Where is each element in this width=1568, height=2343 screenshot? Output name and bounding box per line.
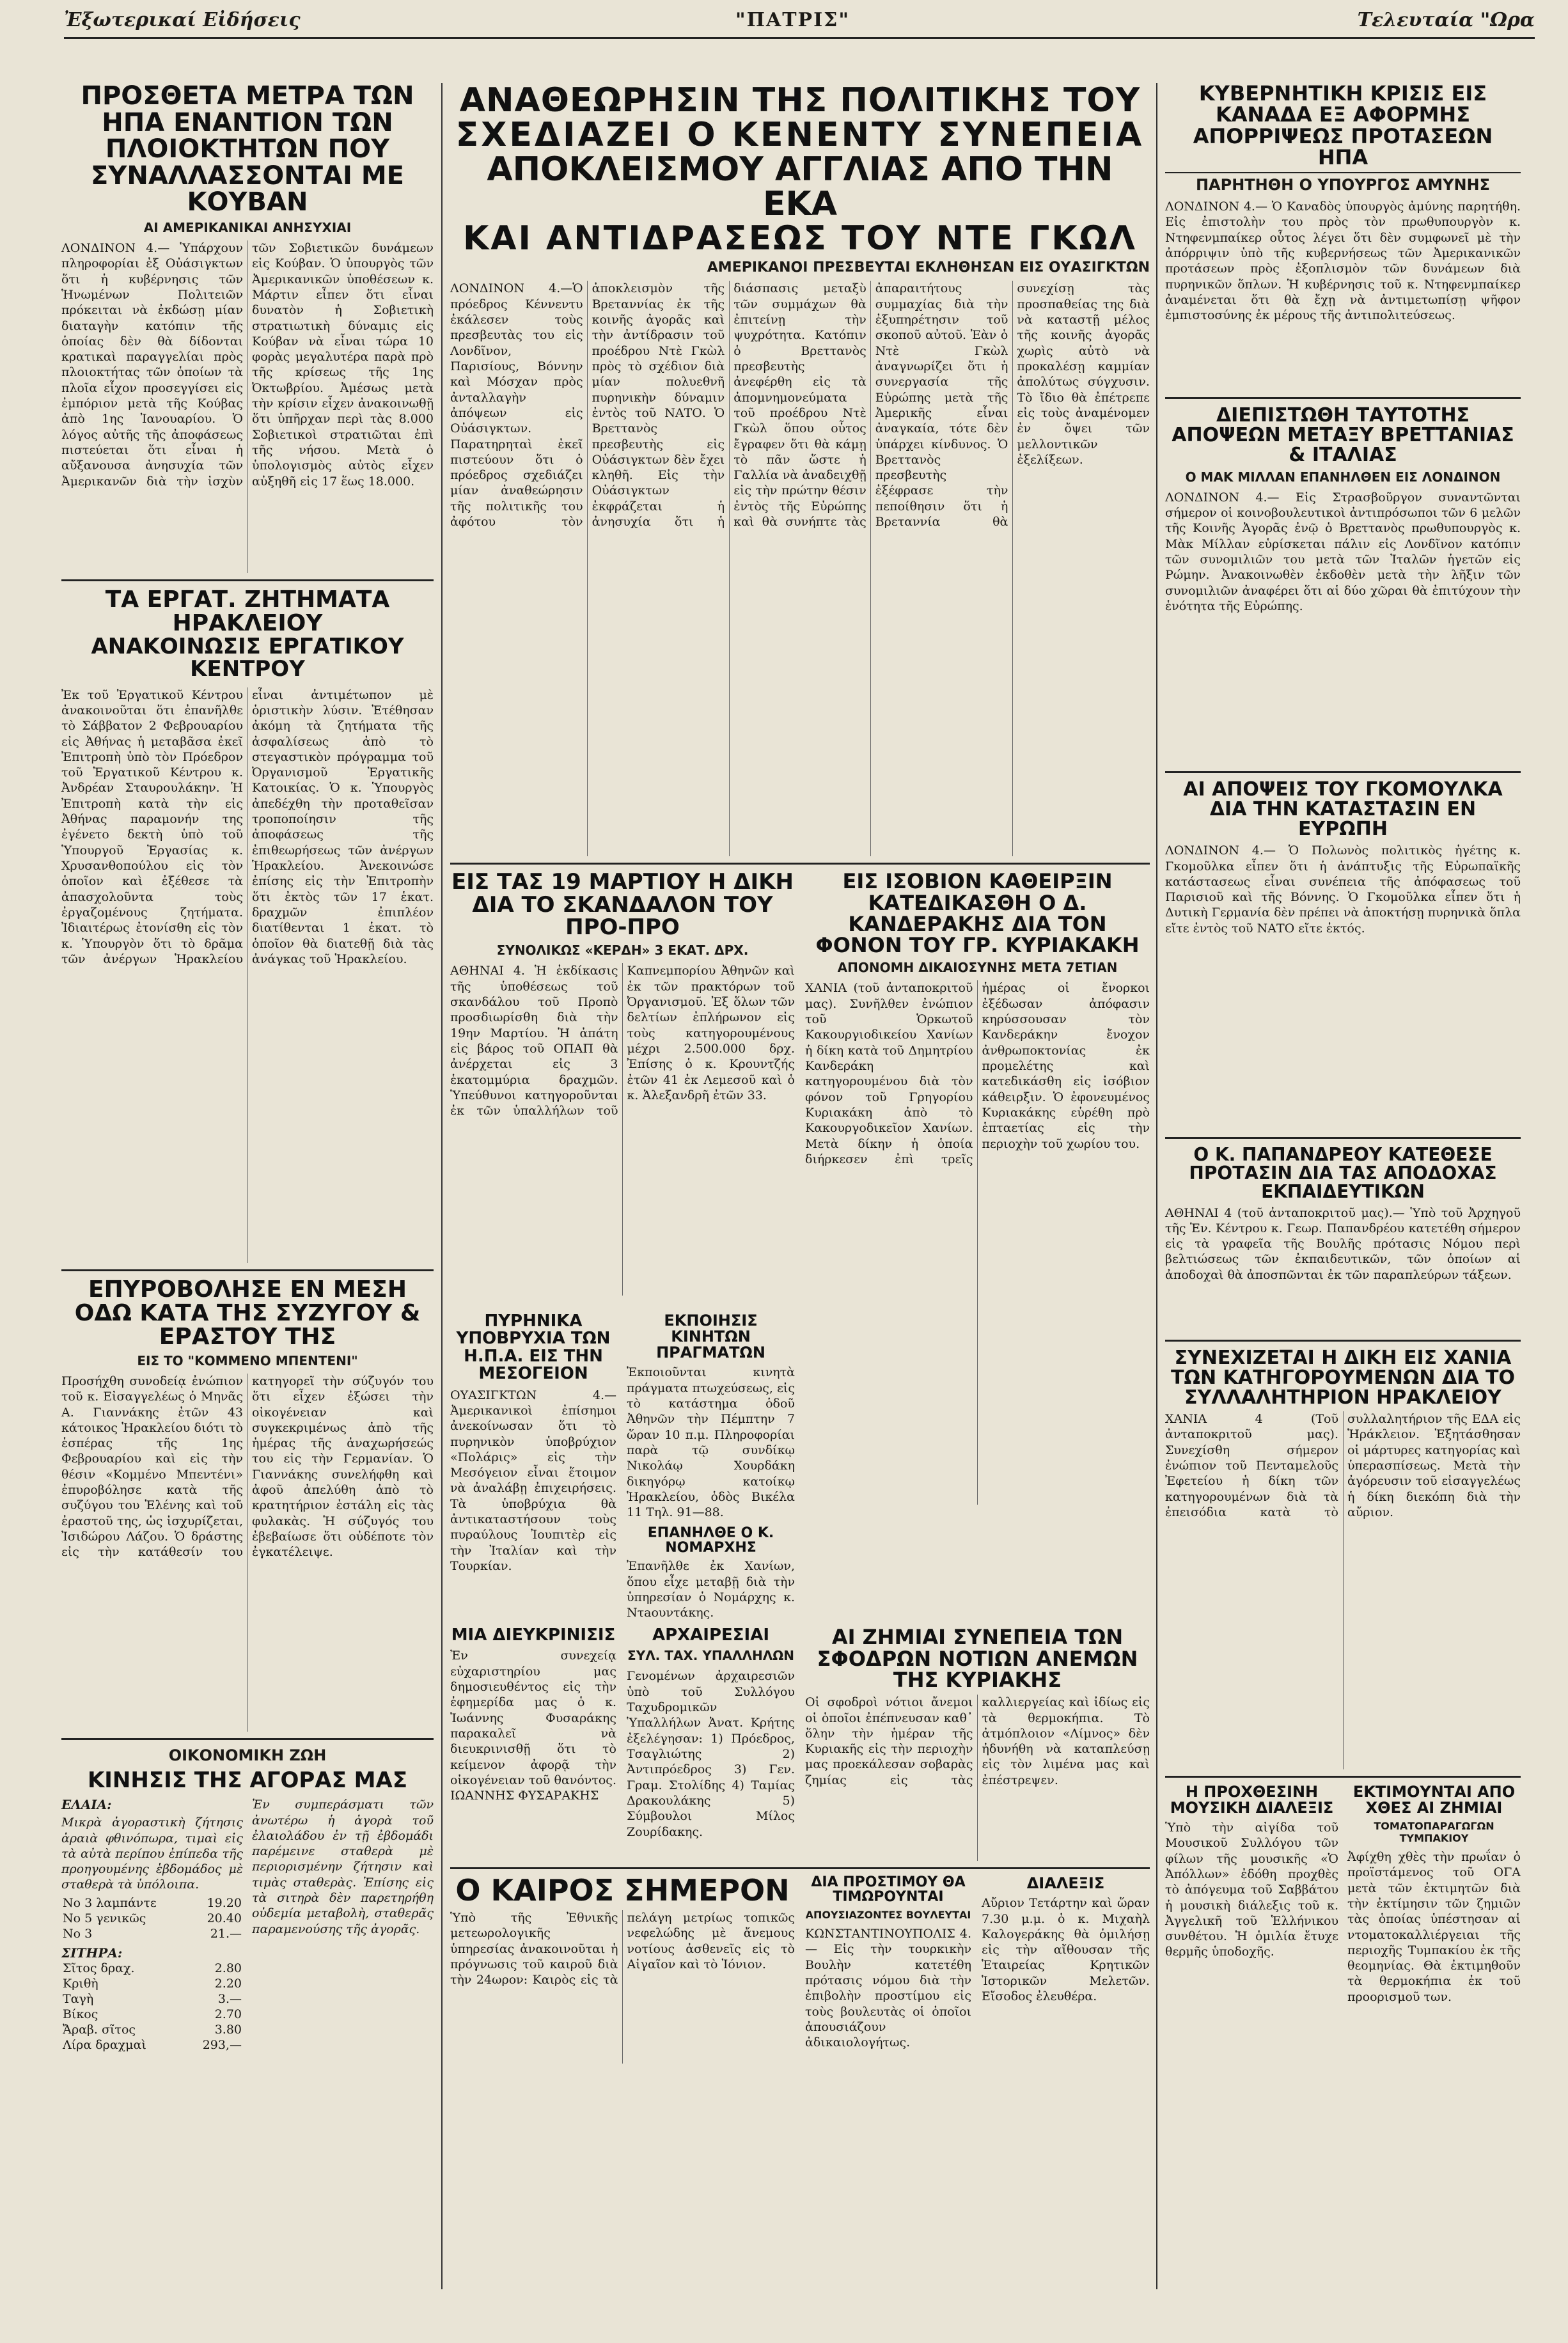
price-label: Νο 5 γενικῶς <box>63 1911 146 1925</box>
table-row <box>61 2022 243 2037</box>
lead-subhead: ΑΜΕΡΙΚΑΝΟΙ ΠΡΕΣΒΕΥΤΑΙ ΕΚΛΗΘΗΣΑΝ ΕΙΣ ΟΥΑΣΙΓΚΤΩΝ <box>707 260 1150 276</box>
article-subhead: ΑΙ ΑΜΕΡΙΚΑΝΙΚΑΙ ΑΝΗΣΥΧΙΑΙ <box>143 219 352 235</box>
price-label: Λίρα δραχμαὶ <box>63 2037 146 2052</box>
article-headline: ΠΥΡΗΝΙΚΑ ΥΠΟΒΡΥΧΙΑ ΤΩΝ Η.Π.Α. ΕΙΣ ΤΗΝ ΜΕΣΟΓΕΙΟΝ <box>456 1312 611 1383</box>
lead-headline-line: ΚΑΙ ΑΝΤΙΔΡΑΣΕΩΣ ΤΟΥ ΝΤΕ ΓΚΩΛ <box>463 219 1137 258</box>
article-body: ΧΑΝΙΑ 4 (Τοῦ ἀνταποκριτοῦ μας). Συνεχίσθη σήμερον ἐνώπιον τοῦ Πενταμελοῦς Ἐφετείου ἡ δίκη τῶν κατηγορουμένων διὰ τὰ ἐπεισόδια κατὰ τὸ συλλαλητήριον τῆς ΕΔΑ εἰς Ἡράκλειον. Ἐξητάσθησαν οἱ μάρτυρες κατηγορίας καὶ ὑπερασπίσεως. Μετὰ τὴν ἀγόρευσιν τοῦ εἰσαγγελέως ἡ δίκη διεκόπη διὰ τὴν αὔριον. <box>1165 1412 1521 1519</box>
price-label: Κριθὴ <box>63 1976 98 1991</box>
oil-price-table <box>61 1895 243 1941</box>
separator <box>450 1867 1150 1869</box>
article-navy <box>450 1313 616 1620</box>
article-headline: ΕΙΣ ΙΣΟΒΙΟΝ ΚΑΘΕΙΡΞΙΝ ΚΑΤΕΔΙΚΑΣΘΗ Ο Δ. ΚΑΝΔΕΡΑΚΗΣ ΔΙΑ ΤΟΝ ΦΟΝΟΝ ΤΟΥ ΓΡ. ΚΥΡΙΑΚΑΚΗ <box>815 869 1140 958</box>
market-intro: Μικρὰ ἀγοραστικὴ ζήτησις ἀραιὰ φθινόπωρα, τιμαὶ εἰς τὰ αὐτὰ περίπου ἐπίπεδα τῆς προηγουμένης ἑβδομάδος μὲ σταθερὰ τὰ ὑπόλοιπα. <box>61 1815 243 1892</box>
price-value: 2.70 <box>214 2007 242 2021</box>
separator <box>1165 771 1521 773</box>
article-shooting <box>61 1278 434 1732</box>
separator <box>1165 1776 1521 1778</box>
table-row <box>61 1991 243 2007</box>
article-elections <box>627 1627 795 1861</box>
article-body: ΛΟΝΔΙΝΟΝ 4.— Ὑπάρχουν πληροφορίαι ἐξ Οὐάσιγκτων ὅτι ἡ κυβέρνησις τῶν Ἡνωμένων Πολιτειῶν πρόκειται νὰ ἐκδώσῃ μίαν διαταγὴν κατόπιν τῆς ὁποίας δὲν θὰ δίδονται κρατικαὶ παραγγελίαι πρὸς πλοιοκτήτας τῶν ὁποίων τὰ πλοῖα εἶχον προσεγγίσει εἰς ἐμπόριον μετὰ τῆς Κούβας ἀπὸ 1ης Ἰανουαρίου. Ὁ λόγος αὐτῆς τῆς ἀποφάσεως πιστεύεται ὅτι εἶναι ἡ αὔξανουσα ἀνησυχία τῶν Ἀμερικανῶν διὰ τὴν ἰσχὺν τῶν Σοβιετικῶν δυνάμεων εἰς Κούβαν. Ὁ ὑπουργὸς τῶν Ἀμερικανικῶν ὑποθέσεων κ. Μάρτιν εἶπεν ὅτι εἶναι δυνατὸν ἡ Σοβιετικὴ στρατιωτικὴ δύναμις εἰς Κούβαν νὰ εἶναι τώρα 10 φορὰς μεγαλυτέρα παρὰ πρὸ τῆς κρίσεως τῆς 1ης Ὀκτωβρίου. Ἀμέσως μετὰ τὴν κρίσιν εἶχεν ἀνακοινωθῇ ὅτι ὑπῆρχαν περὶ τὰς 8.000 Σοβιετικοὶ στρατιῶται ἐπὶ τῆς νήσου. Μετὰ ὁ ὑπολογισμὸς αὐτὸς εἶχεν αὐξηθῆ εἰς 17 ἕως 18.000. <box>61 240 434 489</box>
price-label: Ταγὴ <box>63 1991 94 2006</box>
article-lecture <box>982 1876 1150 2064</box>
section-title: ΟΙΚΟΝΟΜΙΚΗ ΖΩΗ <box>168 1746 327 1764</box>
article-headline: ΕΙΣ ΤΑΣ 19 ΜΑΡΤΙΟΥ Η ΔΙΚΗ ΔΙΑ ΤΟ ΣΚΑΝΔΑΛΟΝ ΤΟΥ ΠΡΟ-ΠΡΟ <box>451 869 794 941</box>
center-column <box>450 83 1150 2064</box>
oil-label: ΕΛΑΙΑ: <box>61 1797 112 1813</box>
market-columns <box>61 1797 434 2053</box>
price-value: 293,— <box>202 2037 242 2052</box>
article-headline: ΔΙΑΛΕΞΙΣ <box>1026 1874 1105 1893</box>
market-body: Ἐν συμπεράσματι τῶν ἀνωτέρω ἡ ἀγορὰ τοῦ ἐλαιολάδου ἐν τῇ ἐβδομάδι παρέμεινε σταθερὰ μὲ περιορισμένην ζήτησιν καὶ τιμὰς σταθερὰς. Ἐπίσης εἰς τὰ σιτηρὰ δὲν παρετηρήθη οὐδεμία μεταβολὴ, σταθερᾶς παραμενούσης τῆς ἀγορᾶς. <box>252 1798 434 1936</box>
article-custody <box>805 871 1150 1505</box>
section-left-label: Ἐξωτερικαί Εἰδήσεις <box>64 9 301 31</box>
article-headline: ΕΠΥΡΟΒΟΛΗΣΕ ΕΝ ΜΕΣΗ ΟΔΩ ΚΑΤΑ ΤΗΣ ΣΥΖΥΓΟΥ & ΕΡΑΣΤΟΥ ΤΗΣ <box>74 1276 421 1351</box>
article-body: Ὑπὸ τῆς Ἐθνικῆς μετεωρολογικῆς ὑπηρεσίας ἀνακοινοῦται ἡ πρόγνωσις τοῦ καιροῦ διὰ τὴν 24ωρον: Καιρὸς εἰς τὰ πελάγη μετρίως τοπικῶς νεφελώδης μὲ ἄνεμους νοτίους ἀσθενεῖς εἰς τὸ Αἰγαῖον καὶ τὸ Ἰόνιον. <box>450 1911 795 1987</box>
article-body: Γενομένων ἀρχαιρεσιῶν ὑπὸ τοῦ Συλλόγου Ταχυδρομικῶν Ὑπαλλήλων Ἀνατ. Κρήτης ἐξελέγησαν: 1) Πρόεδρος, Τσαγλιώτης 2) Ἀντιπρόεδρος 3) Γεν. Γραμ. Στολίδης 4) Ταμίας Δρακουλάκης 5) Σύμβουλοι Μίλος Ζουρίδακης. <box>627 1669 795 1839</box>
right-row-bottom <box>1165 1784 1521 2105</box>
article-subhead: ΠΑΡΗΤΗΘΗ Ο ΥΠΟΥΡΓΟΣ ΑΜΥΝΗΣ <box>1165 172 1521 194</box>
article-subhead: ΑΠΟΝΟΜΗ ΔΙΚΑΙΟΣΥΝΗΣ ΜΕΤΑ 7ΕΤΙΑΝ <box>837 960 1118 976</box>
article-papandreou <box>1165 1145 1521 1333</box>
article-headline: ΚΙΝΗΣΙΣ ΤΗΣ ΑΓΟΡΑΣ ΜΑΣ <box>87 1767 408 1793</box>
article-headline-2: ΑΝΑΚΟΙΝΩΣΙΣ ΕΡΓΑΤΙΚΟΥ ΚΕΝΤΡΟΥ <box>91 633 404 682</box>
article-italy <box>1165 405 1521 765</box>
article-headline: Ο Κ. ΠΑΠΑΝΔΡΕΟΥ ΚΑΤΕΘΕΣΕ ΠΡΟΤΑΣΙΝ ΔΙΑ ΤΑΣ ΑΠΟΔΟΧΑΣ ΕΚΠΑΙΔΕΥΤΙΚΩΝ <box>1189 1144 1497 1203</box>
price-value: 2.20 <box>214 1976 242 1991</box>
article-chania-trial <box>1165 1348 1521 1770</box>
lead-headline-line: ΑΠΟΚΛΕΙΣΜΟΥ ΑΓΓΛΙΑΣ ΑΠΟ ΤΗΝ ΕΚΑ <box>487 150 1113 224</box>
price-value: 20.40 <box>207 1911 242 1925</box>
article-subhead: ΣΥΝΟΛΙΚΩΣ «ΚΕΡΔΗ» 3 ΕΚΑΤ. ΔΡΧ. <box>496 943 749 959</box>
article-subhead: ΕΙΣ ΤΟ "ΚΟΜΜΕΝΟ ΜΠΕΝΤΕΝΙ" <box>137 1352 358 1368</box>
column-divider <box>441 83 443 2289</box>
center-row-bottom <box>450 1873 1150 2064</box>
article-body: ΟΥΑΣΙΓΚΤΩΝ 4.— Ἀμερικανικοὶ ἐπίσημοι ἀνεκοίνωσαν ὅτι τὸ πυρηνικὸν ὑποβρύχιον «Πολάρις» εἰς τὴν Μεσόγειον εἶναι ἕτοιμον νὰ ἀναλάβῃ ἐπιχειρήσεις. Τὰ ὑποβρύχια θὰ ἀντικαταστήσουν τοὺς πυραύλους Ἰουπιτὲρ εἰς τὴν Ἰταλίαν καὶ τὴν Τουρκίαν. <box>450 1388 616 1574</box>
price-value: 21.— <box>210 1926 242 1941</box>
lead-headline-line: ΣΧΕΔΙΑΖΕΙ Ο ΚΕΝΕΝΤΥ ΣΥΝΕΠΕΙΑ <box>455 116 1145 155</box>
separator <box>1165 1137 1521 1139</box>
article-weather-today <box>450 1873 795 2064</box>
separator <box>61 1738 434 1740</box>
article-body: Αὔριον Τετάρτην καὶ ὥραν 7.30 μ.μ. ὁ κ. Μιχαὴλ Καλογεράκης θὰ ὁμιλήσῃ εἰς τὴν αἴθουσαν τῆς Ἑταιρείας Κρητικῶν Ἱστορικῶν Μελετῶν. Εἴσοδος ἐλευθέρα. <box>982 1896 1150 2004</box>
table-row <box>61 1976 243 1991</box>
article-subhead: ΑΠΟΥΣΙΑΖΟΝΤΕΣ ΒΟΥΛΕΥΤΑΙ <box>805 1908 971 1921</box>
lead-body: ΛΟΝΔΙΝΟΝ 4.—Ὁ πρόεδρος Κέννεντυ ἐκάλεσεν τοὺς πρεσβευτὰς του εἰς Λονδῖνον, Παρισίους, Βόννην καὶ Μόσχαν πρὸς ἀνταλλαγὴν ἀπόψεων εἰς Οὐάσιγκτων. Παρατηρηταὶ ἐκεῖ πιστεύουν ὅτι ὁ πρόεδρος σχεδιάζει μίαν ἀναθεώρησιν τῆς πολιτικῆς του ἀφότου τὸν ἀποκλεισμὸν τῆς Βρεταννίας ἐκ τῆς κοινῆς ἀγορᾶς καὶ τὴν ἀντίδρασιν τοῦ προέδρου Ντὲ Γκὼλ πρὸς τὸ σχέδιον διὰ μίαν πολυεθνῆ πυρηνικὴν δύναμιν ἐντὸς τοῦ ΝΑΤΟ. Ὁ Βρεττανὸς πρεσβευτὴς εἰς Οὐάσιγκτων δὲν ἔχει κληθῆ. Εἰς τὴν Οὐάσιγκτων ἐκφράζεται ἡ ἀνησυχία ὅτι ἡ διάσπασις μεταξὺ τῶν συμμάχων θὰ ἐπιτείνῃ τὴν ψυχρότητα. Κατόπιν ὁ Βρεττανὸς πρεσβευτὴς ἀνεφέρθη εἰς τὰ ἀπομνημονεύματα τοῦ προέδρου Ντὲ Γκὼλ ὅπου οὗτος ἔγραφεν ὅτι θὰ κάμῃ τὸ πᾶν ὥστε ἡ Γαλλία νὰ ἀναδειχθῇ εἰς τὴν πρώτην θέσιν ἐντὸς τῆς Εὐρώπης καὶ θὰ συνήπτε τὰς ἀπαραιτήτους συμμαχίας διὰ τὴν ἐξυπηρέτησιν τοῦ σκοποῦ αὐτοῦ. Ἐὰν ὁ Ντὲ Γκὼλ ἀναγνωρίζει ὅτι ἡ συνεργασία τῆς Εὐρώπης μετὰ τῆς Ἀμερικῆς εἶναι ἀναγκαία, τότε δὲν ὑπάρχει κίνδυνος. Ὁ Βρεττανὸς πρεσβευτὴς ἐξέφρασε τὴν πεποίθησιν ὅτι ἡ Βρεταννία θὰ συνεχίσῃ τὰς προσπαθείας της διὰ νὰ καταστῇ μέλος τῆς κοινῆς ἀγορᾶς χωρὶς αὐτὸ νὰ προκαλέσῃ καμμίαν ἀπολύτως σύγχυσιν. Τὸ ἴδιο θὰ ἐπέτρεπε εἰς τοὺς ἀναμένομεν ἐν ὄψει τῶν μελλοντικῶν ἐξελίξεων. <box>450 281 1150 529</box>
article-body: ΧΑΝΙΑ (τοῦ ἀνταποκριτοῦ μας). Συνῆλθεν ἐνώπιον τοῦ Ὁρκωτοῦ Κακουργιοδικείου Χανίων ἡ δίκη κατὰ τοῦ Δημητρίου Κανδεράκη κατηγορουμένου διὰ τὸν φόνον τοῦ Γρηγορίου Κυριακάκη ἀπὸ τὸ Κακουργοδικεῖον Χανίων. Μετὰ δίκην ἡ ὁποία διήρκεσεν ἐπὶ τρεῖς ἡμέρας οἱ ἔνορκοι ἐξέδωσαν ἀπόφασιν κηρύσσουσαν τὸν Κανδεράκην ἔνοχον ἀνθρωποκτονίας ἐκ προμελέτης καὶ κατεδικάσθη εἰς ἰσόβιον κάθειρξιν. Ὁ ἐφονευμένος Κυριακάκης εὑρέθη πρὸ ἑπταετίας εἰς τὴν περιοχὴν τοῦ χωρίου του. <box>805 981 1150 1166</box>
price-label: Νο 3 λαμπάντε <box>63 1895 157 1910</box>
article-body: ΑΘΗΝΑΙ 4 (τοῦ ἀνταποκριτοῦ μας).— Ὑπὸ τοῦ Ἀρχηγοῦ τῆς Ἑν. Κέντρου κ. Γεωρ. Παπανδρέου κατετέθη σήμερον εἰς τὰ γραφεῖα τῆς Βουλῆς πρότασις Νόμου περὶ βελτιώσεως τῶν ἐκπαιδευτικῶν, τῶν ὁποίων αἱ ἀποδοχαὶ θὰ ἀποσπῶνται ἐκ τῶν παραπλεύρων τάξεων. <box>1165 1205 1521 1282</box>
article-headline: ΑΙ ΖΗΜΙΑΙ ΣΥΝΕΠΕΙΑ ΤΩΝ ΣΦΟΔΡΩΝ ΝΟΤΙΩΝ ΑΝΕΜΩΝ ΤΗΣ ΚΥΡΙΑΚΗΣ <box>817 1625 1138 1692</box>
article-body: Προσήχθη συνοδείᾳ ἐνώπιον τοῦ κ. Εἰσαγγελέως ὁ Μηνᾶς Α. Γιαννάκης ἐτῶν 43 κάτοικος Ἡρακλείου διότι τὸ ἑσπέρας τῆς 1ης Φεβρουαρίου καὶ εἰς τὴν θέσιν «Κομμένο Μπεντένι» ἐπυροβόλησε κατὰ τῆς συζύγου του Ἑλένης καὶ τοῦ ἐραστοῦ της, ὡς ἰσχυρίζεται, Ἰσιδώρου Λάζου. Ὁ δράστης εἰς τὴν κατάθεσίν του κατηγορεῖ τὴν σύζυγόν του ὅτι εἶχεν ἐξώσει τὴν οἰκογένειαν καὶ συγκεκριμένως ἀπὸ τῆς ἡμέρας τῆς ἀναχωρήσεώς του εἰς τὴν Γερμανίαν. Ὁ Γιαννάκης συνελήφθη καὶ ἀφοῦ ἀπελύθη ἀπὸ τὸ κρατητήριον ἐστάλη εἰς τὰς φυλακὰς. Ἡ σύζυγός του ἐβεβαίωσε ὅτι οὐδέποτε τὸν ἐγκατέλειψε. <box>61 1374 434 1560</box>
briefs-column <box>627 1313 795 1620</box>
article-headline: ΔΙΕΠΙΣΤΩΘΗ ΤΑΥΤΟΤΗΣ ΑΠΟΨΕΩΝ ΜΕΤΑΞΥ ΒΡΕΤΤΑΝΙΑΣ & ΙΤΑΛΙΑΣ <box>1172 404 1514 467</box>
article-canada <box>1165 83 1521 391</box>
article-body: Ὑπὸ τὴν αἰγίδα τοῦ Μουσικοῦ Συλλόγου τῶν φίλων τῆς μουσικῆς «Ὁ Ἀπόλλων» ἐδόθη προχθὲς τὸ ἀπόγευμα τοῦ Σαββάτου ἡ μουσικὴ διάλεξις τοῦ κ. Ἀγγελικῆ τοῦ Ἑλλήνικου συνθέτου. Ἡ ὁμιλία ἔτυχε θερμῆς ὑποδοχῆς. <box>1165 1820 1338 1959</box>
left-column <box>61 83 434 2053</box>
article-gomulka <box>1165 780 1521 1131</box>
article-headline: ΣΥΝΕΧΙΖΕΤΑΙ Η ΔΙΚΗ ΕΙΣ ΧΑΝΙΑ ΤΩΝ ΚΑΤΗΓΟΡΟΥΜΕΝΩΝ ΔΙΑ ΤΟ ΣΥΛΛΑΛΗΤΗΡΙΟΝ ΗΡΑΚΛΕΙΟΥ <box>1171 1346 1515 1409</box>
article-headline: Η ΠΡΟΧΘΕΣΙΝΗ ΜΟΥΣΙΚΗ ΔΙΑΛΕΞΙΣ <box>1170 1783 1334 1817</box>
right-column <box>1165 83 1521 2105</box>
article-tomatoes <box>1347 1784 1521 2105</box>
article-fines <box>805 1876 971 2064</box>
section-right-label: Τελευταία "Ωρα <box>1357 9 1535 31</box>
grain-label: ΣΙΤΗΡΑ: <box>61 1945 123 1961</box>
article-body: Ἐκποιοῦνται κινητὰ πράγματα πτωχεύσεως, εἰς τὸ κατάστημα ὁδοῦ Ἀθηνῶν τὴν Πέμπτην 7 ὥραν 10 π.μ. Πληροφορίαι παρὰ τῷ συνδίκῳ Νικολάῳ Χουρδάκη δικηγόρῳ κατοίκῳ Ἡρακλείου, ὁδὸς Βικέλα 11 Τηλ. 91—88. <box>627 1365 795 1520</box>
article-body: ΑΘΗΝΑΙ 4. Ἡ ἐκδίκασις τῆς ὑποθέσεως τοῦ σκανδάλου τοῦ Προπὸ προσδιωρίσθη διὰ τὴν 19ην Μαρτίου. Ἡ ἀπάτη εἰς βάρος τοῦ ΟΠΑΠ θὰ ἀνέρχεται εἰς 3 ἑκατομμύρια δραχμῶν. Ὑπεύθυνοι κατηγοροῦνται ἐκ τῶν ὑπαλλήλων τοῦ Καπνεμπορίου Ἀθηνῶν καὶ ἐκ τῶν πρακτόρων τοῦ Ὀργανισμοῦ. Ἐξ ὅλων τῶν δελτίων ἐπλήρωνον εἰς τοὺς κατηγορουμένους μέχρι 2.500.000 δρχ. Ἐπίσης ὁ κ. Κρουντζής ἐτῶν 41 ἐκ Λεμεσοῦ καὶ ὁ κ. Ἀλεξανδρῆ ἐτῶν 33. <box>450 964 795 1118</box>
separator <box>1165 1340 1521 1342</box>
article-headline: ΑΙ ΑΠΟΨΕΙΣ ΤΟΥ ΓΚΟΜΟΥΛΚΑ ΔΙΑ ΤΗΝ ΚΑΤΑΣΤΑΣΙΝ ΕΝ ΕΥΡΩΠΗ <box>1183 778 1503 840</box>
article-headline: ΤΑ ΕΡΓΑΤ. ΖΗΤΗΜΑΤΑ ΗΡΑΚΛΕΙΟΥ <box>105 586 390 637</box>
article-body: Ἐπανῆλθε ἐκ Χανίων, ὅπου εἶχε μεταβῇ διὰ τὴν ὑπηρεσίαν ὁ Νομάρχης κ. Ντaουντάκης. <box>627 1559 795 1620</box>
article-body: ΛΟΝΔΙΝΟΝ 4.— Ὁ Πολωνὸς πολιτικὸς ἡγέτης κ. Γκομοῦλκα εἶπεν ὅτι ἡ ἀνάπτυξις τῆς Εὐρωπαϊκῆς κατάστασεως εἶναι συνέπεια τῆς ἀπόφασεως τοῦ Παρισιοῦ καὶ τῆς Βόννης. Ὁ Γκομοῦλκα εἶπεν ὅτι ἡ Δυτικὴ Γερμανία δὲν πρέπει νὰ ἀποκτήσῃ πυρηνικὰ ὅπλα εἴτε ἐντὸς τοῦ ΝΑΤΟ εἴτε ἐκτός. <box>1165 843 1521 936</box>
market-prices <box>61 1797 243 2053</box>
table-row <box>61 1911 243 1926</box>
article-body: Οἱ σφοδροὶ νότιοι ἄνεμοι οἱ ὁποῖοι ἐπέπνευσαν καθ᾽ ὅλην τὴν ἡμέραν τῆς Κυριακῆς εἰς τὴν περιοχὴν μας προεκάλεσαν σοβαρὰς ζημίας εἰς τὰς καλλιεργείας καὶ ἰδίως εἰς τὰ θερμοκήπια. Τὸ ἀτμόπλοιον «Λίμνος» δὲν ἠδυνήθη νὰ καταπλεύσῃ εἰς τὸν λιμένα μας καὶ ἐπέστρεψεν. <box>805 1695 1150 1787</box>
price-label: Σῖτος δραχ. <box>63 1961 135 1975</box>
price-label: Βίκος <box>63 2007 98 2021</box>
article-body: ΚΩΝΣΤΑΝΤΙΝΟΥΠΟΛΙΣ 4.— Εἰς τὴν τουρκικὴν Βουλὴν κατετέθη πρότασις νόμου διὰ τὴν ἐπιβολὴν προστίμου εἰς τοὺς βουλευτὰς οἱ ὁποῖοι ἀπουσιάζουν ἀδικαιολογήτως. <box>805 1926 971 2050</box>
page-header <box>64 5 1535 39</box>
article-body: ΛΟΝΔΙΝΟΝ 4.— Εἰς Στρασβοῦργον συναντῶνται σήμερον οἱ κοινοβουλευτικοὶ ἀντιπρόσωποι τῶν 6 μελῶν τῆς Κοινῆς Ἀγορᾶς ἐνῷ ὁ Βρεττανὸς πρωθυπουργὸς κ. Μὰκ Μίλλαν εὑρίσκεται πάλιν εἰς Λονδῖνον κατόπιν τῶν συνομιλιῶν του μετὰ τῶν Ἰταλῶν ἡγετῶν εἰς Ρώμην. Ἀνακοινωθὲν ἐκδοθὲν μετὰ τὴν λῆξιν τῶν συνομιλιῶν ἀναφέρει ὅτι αἱ δύο χῶραι θὰ ἐπιτύχουν τὴν ἑνότητα τῆς Εὐρώπης. <box>1165 490 1521 613</box>
price-value: 3.80 <box>214 2022 242 2037</box>
article-body: Ἐκ τοῦ Ἐργατικοῦ Κέντρου ἀνακοινοῦται ὅτι ἐπανῆλθε τὸ Σάββατον 2 Φεβρουαρίου εἰς Ἀθήνας ἡ μεταβᾶσα ἐκεῖ Ἐπιτροπὴ ὑπὸ τὸν Πρόεδρον τοῦ Ἐργατικοῦ Κέντρου κ. Ἀνδρέαν Σταυρουλάκην. Ἡ Ἐπιτροπὴ κατὰ τὴν εἰς Ἀθήνας παραμονήν της ἐγένετο δεκτὴ ὑπὸ τοῦ Ὑπουργοῦ Ἐργασίας κ. Χρυσανθοπούλου εἰς τὸν ὁποῖον καὶ ἐξέθεσε τὰ ἀπασχολοῦντα τοὺς ἐργαζομένους ζητήματα. Ἰδιαιτέρως ἐτονίσθη εἰς τὸν κ. Ὑπουργὸν ὅτι τὸ δρᾶμα τῶν ἀνέργων Ἡρακλείου εἶναι ἀντιμέτωπον μὲ ὁριστικὴν λύσιν. Ἐτέθησαν ἀκόμη τὰ ζητήματα τῆς ἀσφαλίσεως ἀπὸ τὸ στεγαστικὸν πρόγραμμα τοῦ Ὀργανισμοῦ Ἐργατικῆς Κατοικίας. Ὁ κ. Ὑπουργὸς ἀπεδέχθη τὴν προταθεῖσαν τροποποίησιν τῆς ἀποφάσεως τῆς ἐπιθεωρήσεως τῶν ἀνέργων Ἡρακλείου. Ἀνεκοινώσε ἐπίσης εἰς τὴν Ἐπιτροπὴν ὅτι ἐκτὸς τῶν 17 ἑκατ. δραχμῶν ἐπιπλέον διατίθενται 1 ἑκατ. τὸ ὁποῖον θὰ διατεθῇ διὰ τὰς ἀνάγκας τοῦ Ἡρακλείου. <box>61 687 434 966</box>
center-row-elections <box>450 1627 1150 1861</box>
article-headline: ΑΡΧΑΙΡΕΣΙΑΙ <box>652 1626 770 1645</box>
article-body: ΛΟΝΔΙΝΟΝ 4.— Ὁ Καναδὸς ὑπουργὸς ἀμύνης παρητήθη. Εἰς ἐπιστολὴν του πρὸς τὸν πρωθυπουργὸν κ. Ντηφενμπαίκερ οὗτος λέγει ὅτι δὲν συμφωνεῖ μὲ τὴν ἀπόρριψιν ὑπὸ τῆς κυβερνήσεως τῶν Ἀμερικανικῶν προτάσεων πρὸς ἐξοπλισμὸν τῶν δυνάμεων διὰ πυρηνικῶν ὅπλων. Ἡ κυβέρνησις τοῦ κ. Ντηφενμπαίκερ ἀναμένεται ὅτι θὰ ἔχῃ νὰ ἀντιμετωπίσῃ ψῆφον ἐμπιστοσύνης ἐκ μέρους τῆς ἀντιπολιτεύσεως. <box>1165 200 1521 323</box>
article-headline: ΚΥΒΕΡΝΗΤΙΚΗ ΚΡΙΣΙΣ ΕΙΣ ΚΑΝΑΔΑ ΕΞ ΑΦΟΡΜΗΣ ΑΠΟΡΡΙΨΕΩΣ ΠΡΟΤΑΣΕΩΝ ΗΠΑ <box>1193 81 1493 169</box>
article-weather-damage <box>805 1627 1150 1861</box>
article-labour <box>61 588 434 1263</box>
masthead-title: "ΠΑΤΡΙΣ" <box>735 9 850 31</box>
table-row <box>61 1961 243 1976</box>
article-lead <box>450 83 1150 856</box>
article-music <box>1165 1784 1338 2105</box>
price-value: 19.20 <box>207 1895 242 1910</box>
lead-headline-line: ΑΝΑΘΕΩΡΗΣΙΝ ΤΗΣ ΠΟΛΙΤΙΚΗΣ ΤΟΥ <box>459 81 1141 120</box>
article-headline: ΕΚΠΟΙΗΣΙΣ ΚΙΝΗΤΩΝ ΠΡΑΓΜΑΤΩΝ <box>656 1312 765 1362</box>
price-value: 3.— <box>217 1991 242 2006</box>
separator <box>1165 397 1521 399</box>
table-row <box>61 2037 243 2053</box>
article-auction <box>627 1313 795 1520</box>
article-subhead: Ο ΜΑΚ ΜΙΛΛΑΝ ΕΠΑΝΗΛΘΕΝ ΕΙΣ ΛΟΝΔΙΝΟΝ <box>1185 469 1501 485</box>
column-divider <box>1156 83 1157 2289</box>
grain-price-table <box>61 1961 243 2053</box>
article-clarification <box>450 1627 616 1861</box>
article-headline: ΠΡΟΣΘΕΤΑ ΜΕΤΡΑ ΤΩΝ ΗΠΑ ΕΝΑΝΤΙΟΝ ΤΩΝ ΠΛΟΙΟΚΤΗΤΩΝ ΠΟΥ ΣΥΝΑΛΛΑΣΣΟΝΤΑΙ ΜΕ ΚΟΥΒΑΝ <box>81 81 414 217</box>
article-headline: ΕΚΤΙΜΟΥΝΤΑΙ ΑΠΟ ΧΘΕΣ ΑΙ ΖΗΜΙΑΙ <box>1352 1783 1516 1817</box>
price-label: Νο 3 <box>63 1926 93 1941</box>
price-value: 2.80 <box>214 1961 242 1975</box>
article-body: Ἐν συνεχείᾳ εὐχαριστηρίου μας δημοσιευθέντος εἰς τὴν ἐφημερίδα μας ὁ κ. Ἰωάννης Φυσαράκης παρακαλεῖ νὰ διευκρινισθῇ ὅτι τὸ κείμενον ἀφορᾷ τὴν οἰκογένειαν τοῦ θανόντος. ΙΩΑΝΝΗΣ ΦΥΣΑΡΑΚΗΣ <box>450 1649 616 1803</box>
table-row <box>61 1895 243 1911</box>
article-subhead: ΣΥΛ. ΤΑΧ. ΥΠΑΛΛΗΛΩΝ <box>627 1648 794 1664</box>
separator <box>61 579 434 581</box>
article-market <box>61 1746 434 2053</box>
article-nomarch <box>627 1526 795 1620</box>
article-subhead: ΤΟΜΑΤΟΠΑΡΑΓΩΓΩΝ ΤΥΜΠΑΚΙΟΥ <box>1374 1819 1494 1844</box>
article-ships <box>61 83 434 573</box>
article-body: Ἀφίχθη χθὲς τὴν πρωΐαν ὁ προϊστάμενος τοῦ ΟΓΑ μετὰ τῶν ἐκτιμητῶν διὰ τὴν ἐκτίμησιν τῶν ζημιῶν τὰς ὁποίας ὑπέστησαν αἱ ντοματοκαλλιέργειαι τῆς περιοχῆς Τυμπακίου ἐκ τῆς θεομηνίας. Θὰ ἐκτιμηθοῦν τὰ θερμοκήπια ἐκ τοῦ προορισμοῦ των. <box>1347 1849 1521 2004</box>
table-row <box>61 2007 243 2022</box>
separator <box>61 1269 434 1271</box>
article-headline: ΜΙΑ ΔΙΕΥΚΡΙΝΙΣΙΣ <box>451 1626 616 1645</box>
article-headline: ΕΠΑΝΗΛΘΕ Ο Κ. ΝΟΜΑΡΧΗΣ <box>647 1525 774 1556</box>
article-headline: ΔΙΑ ΠΡΟΣΤΙΜΟΥ ΘΑ ΤΙΜΩΡΟΥΝΤΑΙ <box>811 1874 966 1906</box>
article-headline: Ο ΚΑΙΡΟΣ ΣΗΜΕΡΟΝ <box>455 1873 790 1908</box>
table-row <box>61 1926 243 1941</box>
separator <box>450 863 1150 865</box>
price-label: Ἄραβ. σῖτος <box>63 2022 136 2037</box>
